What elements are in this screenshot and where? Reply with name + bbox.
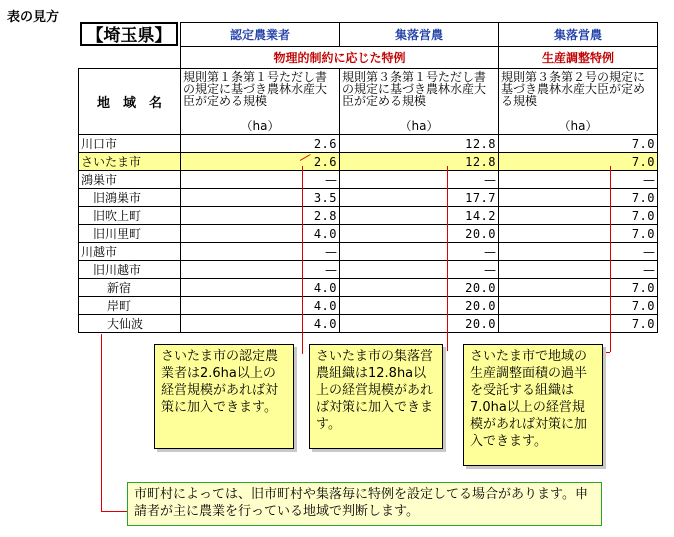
unit-col2: （ha）: [340, 117, 499, 135]
leader-line-2: [447, 166, 448, 351]
value-cell-c1: 2.8: [181, 207, 340, 225]
value-cell-c1: 4.0: [181, 315, 340, 333]
callout-community-farming: さいたま市の集落営農組織は12.8ha以上の経営規模があれば対策に加入できます。: [309, 344, 443, 449]
table-row: [79, 189, 658, 207]
header-physical-exception: 物理的制約に応じた特例: [181, 47, 499, 69]
value-cell-c3: 7.0: [499, 189, 658, 207]
header-region-name: 地 域 名: [79, 69, 181, 135]
value-cell-c3: 7.0: [499, 207, 658, 225]
prefecture-label: 【埼玉県】: [80, 22, 178, 46]
value-cell-c3: 7.0: [499, 279, 658, 297]
region-name-cell: 旧鴻巣市: [79, 189, 181, 207]
value-cell-c1: 3.5: [181, 189, 340, 207]
value-cell-c1: —: [181, 243, 340, 261]
value-cell-c3: —: [499, 261, 658, 279]
region-name-cell: 旧川里町: [79, 225, 181, 243]
unit-col3: （ha）: [499, 117, 658, 135]
leader-line-4b: [101, 511, 127, 512]
table-row: [79, 135, 658, 153]
desc-col2: 規則第３条第１号ただし書の規定に基づき農林水産大臣が定める規模: [340, 69, 499, 117]
header-production-exception: 生産調整特例: [499, 47, 658, 69]
value-cell-c3: —: [499, 171, 658, 189]
table-row: [79, 261, 658, 279]
desc-col1: 規則第１条第１号ただし書の規定に基づき農林水産大臣が定める規模: [181, 69, 340, 117]
leader-line-4: [101, 334, 102, 512]
value-cell-c1: —: [181, 261, 340, 279]
value-cell-c1: 2.6: [181, 153, 340, 171]
value-cell-c1: 4.0: [181, 225, 340, 243]
region-name-cell: 岸町: [79, 297, 181, 315]
value-cell-c2: —: [340, 261, 499, 279]
note-region-exceptions: 市町村によっては、旧市町村や集落毎に特例を設定してる場合があります。申請者が主に農業を行っている地域で判断します。: [127, 482, 602, 526]
region-name-cell: 旧川越市: [79, 261, 181, 279]
region-name-cell: 川口市: [79, 135, 181, 153]
value-cell-c2: 20.0: [340, 279, 499, 297]
value-cell-c2: 17.7: [340, 189, 499, 207]
region-name-cell: 新宿: [79, 279, 181, 297]
value-cell-c2: —: [340, 171, 499, 189]
callout-certified-farmer: さいたま市の認定農業者は2.6ha以上の経営規模があれば対策に加入できます。: [154, 344, 294, 449]
region-name-cell: 川越市: [79, 243, 181, 261]
header-certified-farmer: 認定農業者: [181, 23, 340, 47]
table-row: [79, 243, 658, 261]
value-cell-c2: 12.8: [340, 153, 499, 171]
region-name-cell: 旧吹上町: [79, 207, 181, 225]
table-row: [79, 279, 658, 297]
value-cell-c2: —: [340, 243, 499, 261]
table-row: [79, 225, 658, 243]
value-cell-c2: 12.8: [340, 135, 499, 153]
table-row: [79, 207, 658, 225]
value-cell-c2: 20.0: [340, 315, 499, 333]
page-title: 表の見方: [7, 10, 60, 25]
header-community-farming-1: 集落営農: [340, 23, 499, 47]
region-name-cell: さいたま市: [79, 153, 181, 171]
region-name-cell: 大仙波: [79, 315, 181, 333]
header-community-farming-2: 集落営農: [499, 23, 658, 47]
value-cell-c3: 7.0: [499, 225, 658, 243]
value-cell-c3: 7.0: [499, 135, 658, 153]
value-cell-c3: 7.0: [499, 153, 658, 171]
unit-col1: （ha）: [181, 117, 340, 135]
value-cell-c2: 20.0: [340, 297, 499, 315]
value-cell-c1: 4.0: [181, 297, 340, 315]
value-cell-c2: 20.0: [340, 225, 499, 243]
desc-col3: 規則第３条第２号の規定に基づき農林水産大臣が定める規模: [499, 69, 658, 117]
value-cell-c1: —: [181, 171, 340, 189]
leader-line-3: [610, 166, 611, 352]
value-cell-c1: 4.0: [181, 279, 340, 297]
table-row: [79, 153, 658, 171]
value-cell-c3: 7.0: [499, 315, 658, 333]
leader-line-1: [302, 166, 303, 354]
value-cell-c1: 2.6: [181, 135, 340, 153]
table-row: [79, 297, 658, 315]
value-cell-c2: 14.2: [340, 207, 499, 225]
region-name-cell: 鴻巣市: [79, 171, 181, 189]
table-row: [79, 315, 658, 333]
value-cell-c3: 7.0: [499, 297, 658, 315]
value-cell-c3: —: [499, 243, 658, 261]
callout-production-adjustment: さいたま市で地域の生産調整面積の過半を受託する組織は7.0ha以上の経営規模があれば対策に加入できます。: [463, 344, 603, 466]
criteria-table: [78, 22, 658, 333]
table-row: [79, 171, 658, 189]
